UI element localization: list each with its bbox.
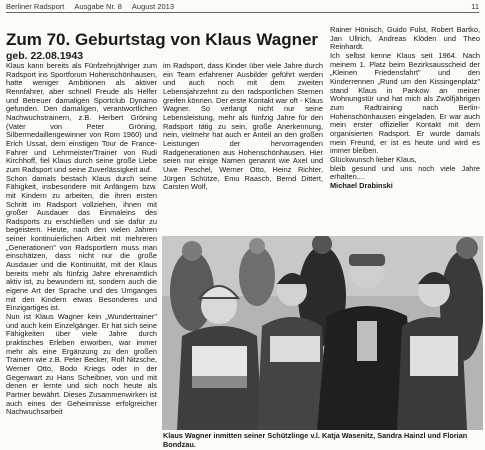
article-photo [162, 236, 483, 430]
page-number: 11 [471, 1, 479, 11]
paragraph: im Radsport, dass Kinder über viele Jahre durch ein Team erfahrener Ausbilder geführt werden und auch noch mit dem zweiten Lebensjahrzehnt zu den radsportlichen Sternen greifen können. Der erste Kontakt war oft - Klaus Wagner. So verlangt nicht nur seine Lebensleistung, mehr als fünfzig Jahre für den Radsport tätig zu sein, große Anerkennung, nein, vielmehr hat auch er Anteil an den großen Leistungen der hervorragenden Radgenerationen aus Hohenschönhausen. Hier seien nur einige Namen genannt wie Axel und Uwe Peschel, Werner Otto, Heinz Richter, Jürgen Schütze, Emu Raasch, Bernd Dittert, Carsten Wolf, [163, 62, 323, 192]
article-column-2 [163, 62, 323, 235]
article-column-3 [330, 26, 480, 236]
paragraph: Ich selbst kenne Klaus seit 1964. Nach meinem 1. Platz beim Bezirksausscheid der „Kleinen Friedensfahrt" und den Kinderrennen „Rund um den Kissingenplatz" stand Klaus in Pankow an meiner Wohnungstür und hat mich als Zwölfjährigen zum Radtraining nach Berlin-Hohenschönhausen eingeladen. Er war auch mein erster offizieller Kontakt mit dem organisierten Radsport. Er wurde damals mein Freund, er ist es heute und wird es immer bleiben. [330, 50, 480, 156]
paragraph: Schon damals bestach Klaus durch seine Fähigkeit, insbesondere mit Anfängern bzw. mit Kindern zu arbeiten, die ihren ersten Schritt im Radsport vollziehen, ihnen mit großer Ausdauer das Einmaleins des Radsports zu erschließen und sie dafür zu begeistern. Heute, nach den vielen Jahren seiner kontinuierlichen Arbeit mit mehreren „Generationen" von Radsportlern muss man einschätzen, dass nicht nur die große Ausdauer und die Kontinuität, mit der Klaus bereits mehr als fünfzig Jahre ehrenamtlich aktiv ist, zu bewundern ist, sondern auch die eigene Art der Sprache und des Umganges mit den Kindern etwas Besonderes und Einzigartiges ist. [6, 173, 157, 313]
article-column-1 [6, 62, 157, 450]
author-signature: Michael Drabinski [330, 180, 393, 190]
article-subtitle: geb. 22.08.1943 [6, 50, 84, 62]
publication-name: Berliner Radsport [6, 1, 65, 11]
issue-number: Ausgabe Nr. 8 [74, 1, 122, 11]
photo-caption: Klaus Wagner inmitten seiner Schützlinge v.l. Katja Wasenitz, Sandra Hainzl und Florian Bondzau. [163, 431, 468, 449]
paragraph: Klaus kann bereits als Fünfzehnjähriger zum Radsport ins Sportforum Hohenschönhausen, hatte weniger Ambitionen als aktiver Rennfahrer, aber schnell Freude als Helfer und Betreuer damaligen Sportclub Dynamo gefunden. Den damaligen, verantwortlichen Nachwuchstrainern, z.B. Herbert Gröning (Vater von Peter Gröning, Silbermedaillengewinner von Rom 1960) und Erich Ussat, dem einstigen Tour de France-Fahrer und Lehrmeister/Trainer von Rudi Kirchhoff, fiel Klaus durch seine große Liebe zum Radsport und seine Zuverlässigkeit auf. [6, 62, 157, 174]
paragraph: Rainer Hönisch, Guido Fulst, Robert Bartko, Jan Ullrich, Andreas Klöden und Theo Reinhardt. [330, 26, 480, 52]
paragraph: bleib gesund und uns noch viele Jahre erhalten.... [330, 163, 480, 182]
issue-date: August 2013 [131, 1, 175, 11]
paragraph: Glückwunsch lieber Klaus, [330, 154, 417, 164]
paragraph: Nun ist Klaus Wagner kein „Wundertrainer" und auch kein Einzelgänger. Er hat sich seine Fähigkeiten über viele Jahre durch praktisches Erleben erworben, war immer mehr als eine Ergänzung zu den großen Trainern wie z.B. Peter Becker, Rolf Nitzsche, Werner Otto, Bodo Kriegs oder in der Gegenwart zu Hans Scheibner, von und mit denen er lernte und sich noch heute als Partner bewährt. Dieses Zusammenwirken ist auch eines der Geheimnisse erfolgreicher Nachwuchsarbeit [6, 312, 157, 417]
article-title: Zum 70. Geburtstag von Klaus Wagner [6, 30, 319, 49]
page-header [6, 0, 479, 13]
